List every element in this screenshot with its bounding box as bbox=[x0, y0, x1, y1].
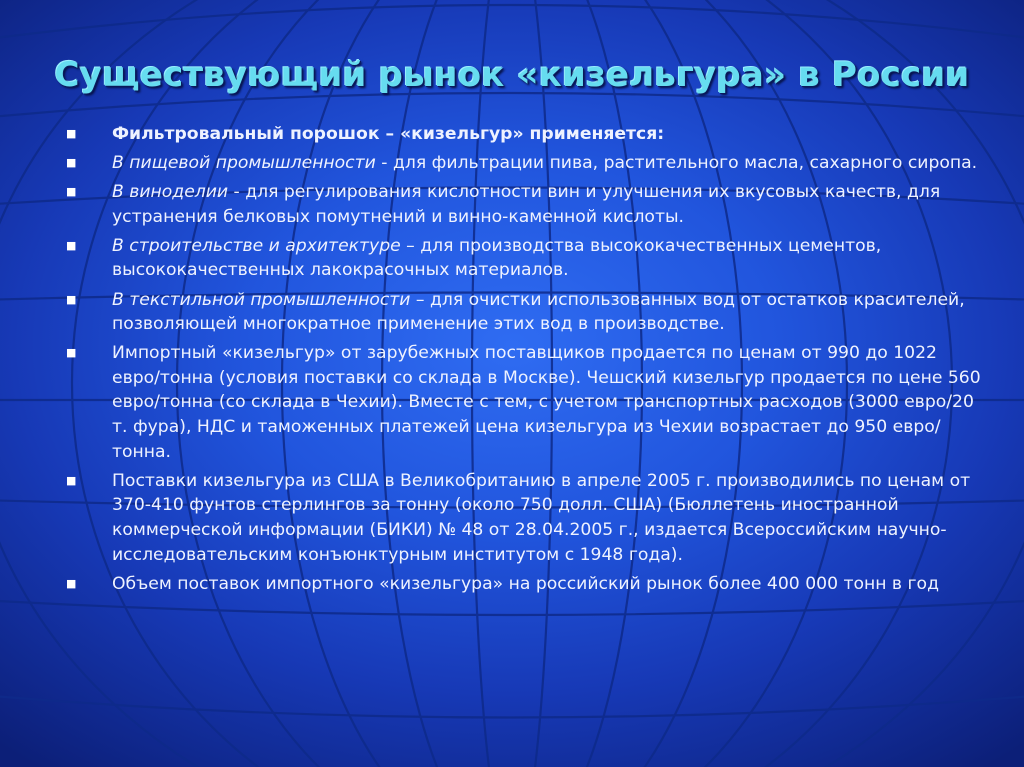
bullet-square-icon: ■ bbox=[66, 576, 77, 590]
bullet-item-food-industry bbox=[64, 151, 984, 176]
bullet-lead: В строительстве и архитектуре bbox=[112, 235, 401, 256]
bullet-item-textile bbox=[64, 288, 984, 337]
bullet-heading: Фильтровальный порошок – «кизельгур» применяется: bbox=[112, 124, 665, 144]
bullet-text: Объем поставок импортного «кизельгура» на российский рынок более 400 000 тонн в год bbox=[112, 573, 939, 594]
bullet-item-import-prices bbox=[64, 341, 984, 464]
bullet-text: Импортный «кизельгур» от зарубежных поставщиков продается по ценам от 990 до 1022 евро/тонна (условия поставки со склада в Москве). Чешский кизельгур продается по цене 560 евро/тонна (со склада в Чехии). Вместе с тем, с учетом транспортных расходов (3000 евро/20 т. фура), НДС и таможенных платежей цена кизельгура из Чехии возрастает до 950 евро/тонна. bbox=[112, 343, 981, 462]
bullet-list bbox=[64, 122, 984, 601]
bullet-square-icon: ■ bbox=[66, 346, 77, 360]
bullet-item-import-volume bbox=[64, 572, 984, 597]
bullet-item-filter-powder bbox=[64, 122, 984, 147]
bullet-item-construction bbox=[64, 234, 984, 283]
bullet-text: Поставки кизельгура из США в Великобританию в апреле 2005 г. производились по ценам от 370-410 фунтов стерлингов за тонну (около 750 долл. США) (Бюллетень иностранной коммерческой информации (БИКИ) № 48 от 28.04.2005 г., издается Всероссийским научно-исследовательским конъюнктурным институтом с 1948 года). bbox=[112, 470, 971, 565]
bullet-text: - для регулирования кислотности вин и улучшения их вкусовых качеств, для устранения белковых помутнений и винно-каменной кислоты. bbox=[112, 182, 941, 227]
bullet-lead: В виноделии bbox=[112, 182, 229, 203]
bullet-text: – для очистки использованных вод от остатков красителей, позволяющей многократное применение этих вод в производстве. bbox=[112, 289, 965, 335]
bullet-item-usa-supplies bbox=[64, 469, 984, 567]
bullet-square-icon: ■ bbox=[66, 473, 77, 487]
bullet-square-icon: ■ bbox=[66, 238, 77, 252]
slide-title: Существующий рынок «кизельгура» в России bbox=[54, 55, 970, 95]
bullet-square-icon: ■ bbox=[66, 292, 77, 306]
bullet-square-icon: ■ bbox=[66, 127, 77, 140]
bullet-square-icon: ■ bbox=[66, 185, 77, 199]
bullet-lead: В пищевой промышленности bbox=[112, 153, 376, 174]
bullet-text: - для фильтрации пива, растительного масла, сахарного сиропа. bbox=[375, 153, 978, 174]
bullet-lead: В текстильной промышленности bbox=[112, 289, 411, 310]
bullet-item-winemaking bbox=[64, 180, 984, 229]
bullet-text: – для производства высококачественных цементов, высококачественных лакокрасочных материалов. bbox=[112, 235, 882, 281]
bullet-square-icon: ■ bbox=[66, 156, 77, 170]
